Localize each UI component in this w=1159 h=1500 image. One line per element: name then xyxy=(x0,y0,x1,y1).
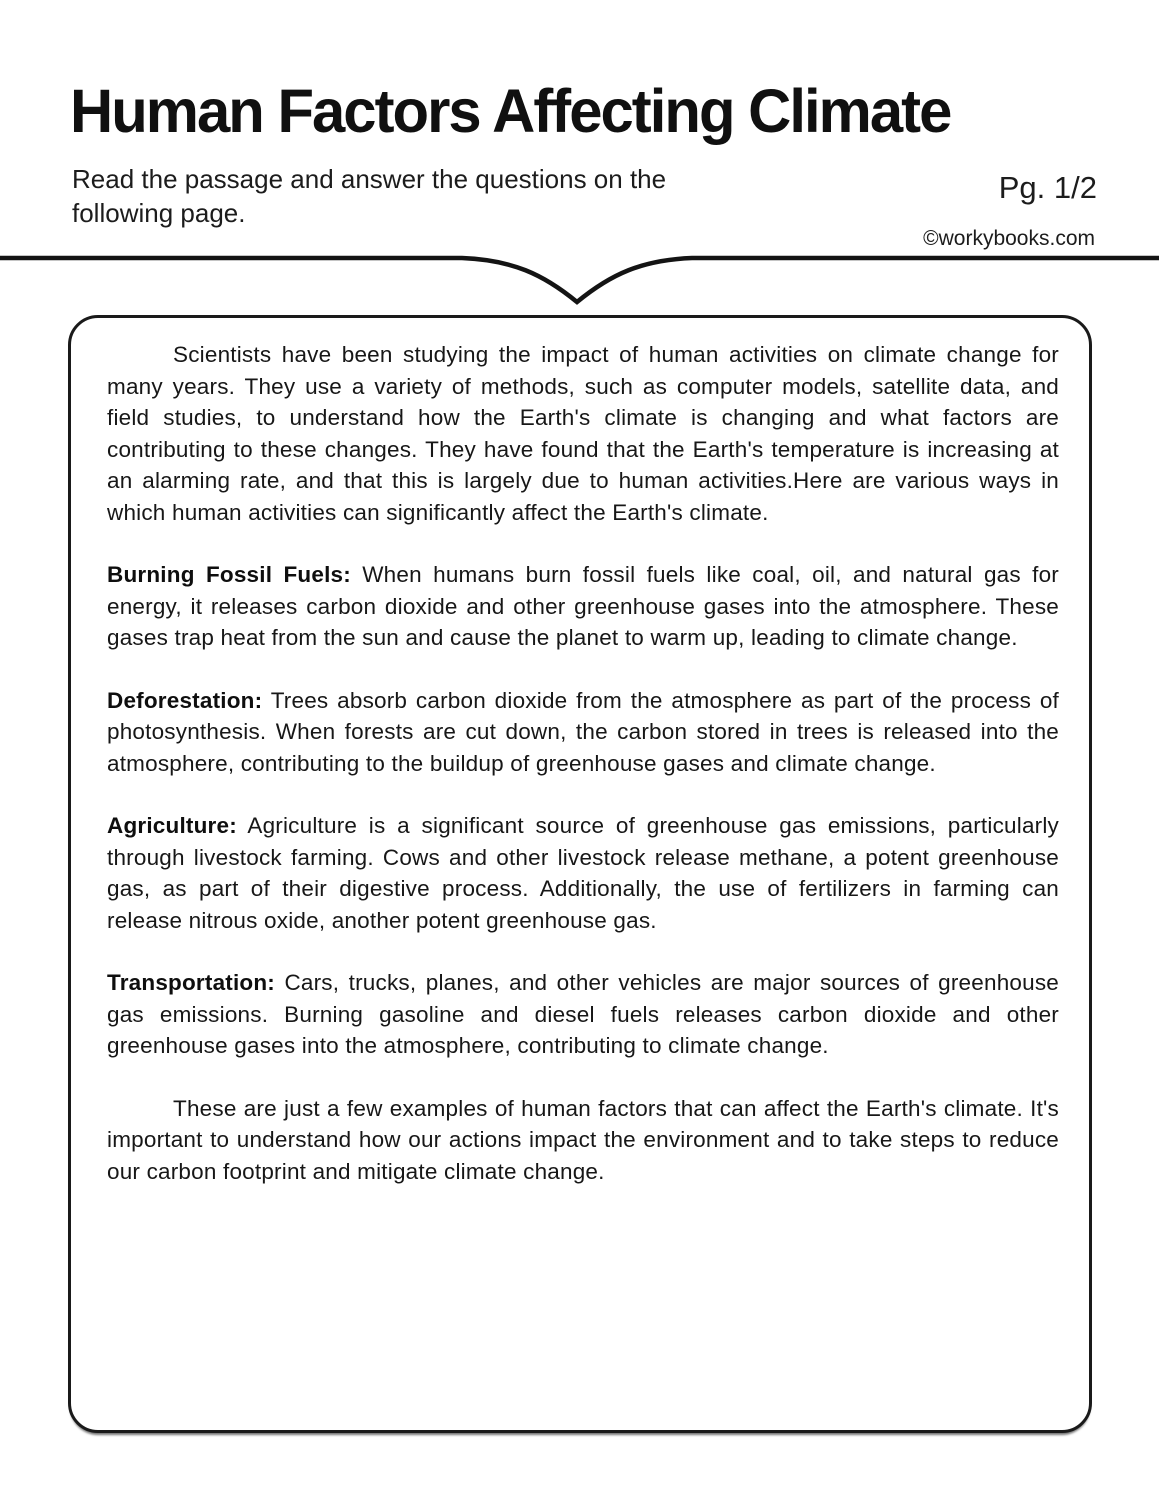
copyright-text: ©workybooks.com xyxy=(923,227,1095,250)
section-heading: Transportation: xyxy=(107,970,276,995)
instructions-text: Read the passage and answer the questions on the following page. xyxy=(72,164,667,228)
chevron-divider-rule xyxy=(0,250,1159,310)
conclusion-paragraph: These are just a few examples of human factors that can affect the Earth's climate. It's important to understand how our actions impact the environment and to take steps to reduce our carbon footprint and mitigate climate change. xyxy=(107,1095,1059,1184)
section-paragraph-burning-fossil-fuels xyxy=(107,559,1059,654)
section-paragraph-deforestation xyxy=(107,685,1059,780)
page-number: Pg. 1/2 xyxy=(998,170,1097,205)
section-heading: Burning Fossil Fuels: xyxy=(107,562,351,587)
section-text: When humans burn fossil fuels like coal, oil, and natural gas for energy, it releases carbon dioxide and other greenhouse gases into the atmosphere. These gases trap heat from the sun and cause the planet to warm up, leading to climate change. xyxy=(107,562,1059,650)
page-title: Human Factors Affecting Climate xyxy=(70,77,951,145)
section-heading: Agriculture: xyxy=(107,813,237,838)
section-text: Cars, trucks, planes, and other vehicles are major sources of greenhouse gas emissions. Burning gasoline and diesel fuels releases carbon dioxide and other greenhouse gases into the atmosphere, contributing to climate change. xyxy=(107,970,1059,1058)
section-text: Trees absorb carbon dioxide from the atmosphere as part of the process of photosynthesis. When forests are cut down, the carbon stored in trees is released into the atmosphere, contributing to the buildup of greenhouse gases and climate change. xyxy=(107,687,1059,776)
section-paragraph-agriculture xyxy=(107,810,1059,936)
section-heading: Deforestation: xyxy=(107,687,263,713)
section-text: Agriculture is a significant source of greenhouse gas emissions, particularly through livestock farming. Cows and other livestock release methane, a potent greenhouse gas, as part of their digestive process. Additionally, the use of fertilizers in farming can release nitrous oxide, another potent greenhouse gas. xyxy=(107,813,1059,933)
section-paragraph-transportation xyxy=(107,967,1059,1062)
intro-paragraph: Scientists have been studying the impact of human activities on climate change for many years. They use a variety of methods, such as computer models, satellite data, and field studies, to understand how the Earth's climate is changing and what factors are contributing to these changes. They have found that the Earth's temperature is increasing at an alarming rate, and that this is largely due to human activities.Here are various ways in which human activities can significantly affect the Earth's climate. xyxy=(107,342,1059,525)
passage-box xyxy=(68,315,1092,1433)
